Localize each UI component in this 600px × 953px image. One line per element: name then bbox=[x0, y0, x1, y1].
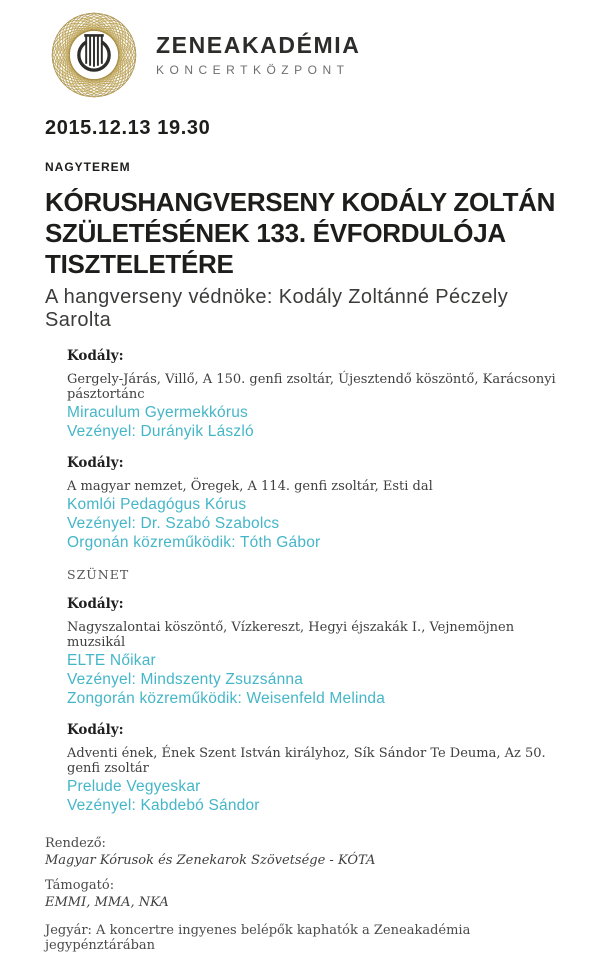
conductor-link[interactable]: Vezényel: Durányik László bbox=[67, 423, 254, 440]
ensemble-link[interactable]: ELTE Nőikar bbox=[67, 652, 156, 669]
accompanist-link[interactable]: Orgonán közreműködik: Tóth Gábor bbox=[67, 534, 321, 551]
ensemble-link[interactable]: Miraculum Gyermekkórus bbox=[67, 404, 248, 421]
works-line: Adventi ének, Ének Szent István királyhoz, Sík Sándor Te Deuma, Az 50. genfi zsoltár bbox=[67, 746, 546, 776]
page-footer bbox=[45, 836, 562, 953]
supporter-names: EMMI, MMA, NKA bbox=[45, 895, 169, 910]
ticket-info: Jegyár: A koncertre ingyenes belépők kaphatók a Zeneakadémia jegypénztárában bbox=[45, 923, 471, 953]
program-section bbox=[67, 722, 562, 815]
works-line: Gergely-Járás, Villő, A 150. genfi zsoltár, Újesztendő köszöntő, Karácsonyi pásztortánc bbox=[67, 372, 556, 402]
supporter-label: Támogató: bbox=[45, 878, 115, 893]
conductor-link[interactable]: Vezényel: Kabdebó Sándor bbox=[67, 797, 260, 814]
ensemble-link[interactable]: Komlói Pedagógus Kórus bbox=[67, 496, 247, 513]
venue-label: NAGYTEREM bbox=[45, 160, 131, 174]
accompanist-link[interactable]: Zongorán közreműködik: Weisenfeld Melinda bbox=[67, 690, 386, 707]
intermission-label: SZÜNET bbox=[67, 567, 130, 582]
composer-label: Kodály: bbox=[67, 596, 124, 612]
works-line: A magyar nemzet, Öregek, A 114. genfi zsoltár, Esti dal bbox=[67, 479, 433, 494]
program-section bbox=[67, 348, 562, 441]
brand-text bbox=[156, 32, 360, 77]
conductor-link[interactable]: Vezényel: Mindszenty Zsuzsánna bbox=[67, 671, 304, 688]
program-section bbox=[67, 596, 562, 708]
supporter-group bbox=[45, 878, 562, 910]
program-section bbox=[67, 455, 562, 552]
patron-line: A hangverseny védnöke: Kodály Zoltánné Péczely Sarolta bbox=[45, 286, 509, 331]
zeneakademia-lyre-logo-icon bbox=[48, 12, 140, 103]
program-list bbox=[67, 348, 562, 815]
brand-header[interactable] bbox=[45, 12, 562, 103]
composer-label: Kodály: bbox=[67, 348, 124, 364]
conductor-link[interactable]: Vezényel: Dr. Szabó Szabolcs bbox=[67, 515, 280, 532]
event-datetime: 2015.12.13 19.30 bbox=[45, 117, 211, 139]
composer-label: Kodály: bbox=[67, 722, 124, 738]
brand-division: KONCERTKÖZPONT bbox=[156, 63, 350, 77]
organizer-label: Rendező: bbox=[45, 836, 106, 851]
event-title: KÓRUSHANGVERSENY KODÁLY ZOLTÁN SZÜLETÉSÉNEK 133. ÉVFORDULÓJA TISZTELETÉRE bbox=[45, 187, 556, 279]
ensemble-link[interactable]: Prelude Vegyeskar bbox=[67, 778, 201, 795]
organizer-name: Magyar Kórusok és Zenekarok Szövetsége - KÓTA bbox=[45, 853, 376, 868]
works-line: Nagyszalontai köszöntő, Vízkereszt, Hegyi éjszakák I., Vejnemöjnen muzsikál bbox=[67, 620, 515, 650]
composer-label: Kodály: bbox=[67, 455, 124, 471]
brand-name: ZENEAKADÉMIA bbox=[156, 32, 361, 58]
organizer-group bbox=[45, 836, 562, 868]
